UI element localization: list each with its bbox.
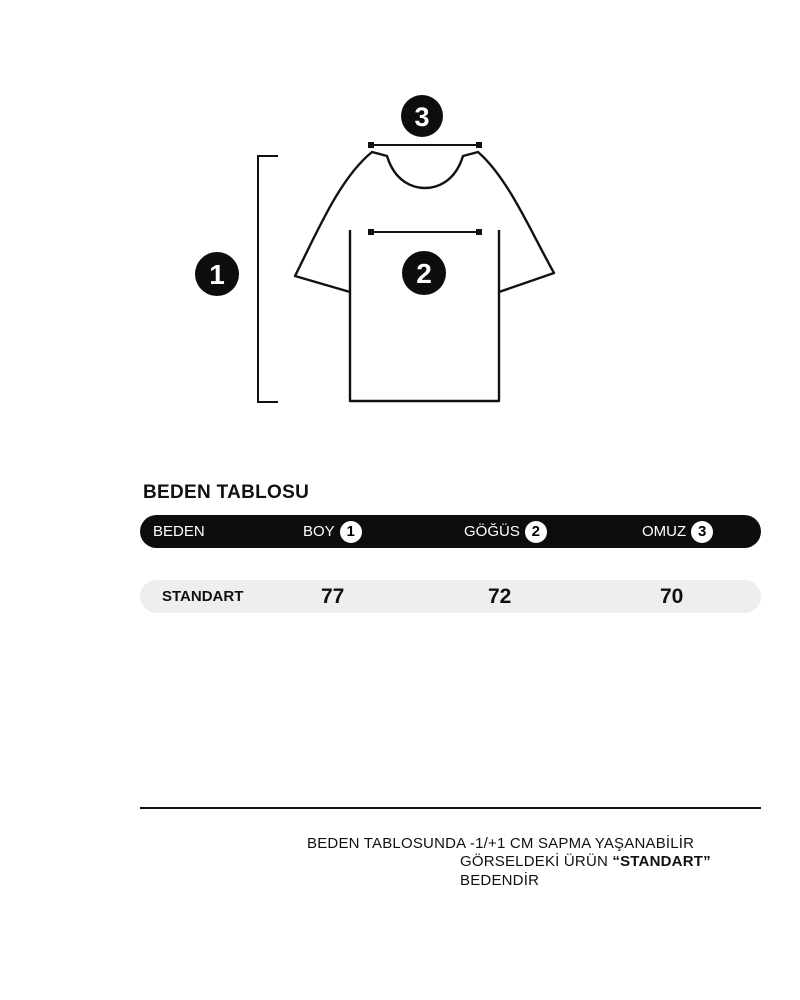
note-line-2: GÖRSELDEKİ ÜRÜN “STANDART” [460,853,711,870]
size-table-title: BEDEN TABLOSU [143,482,310,503]
table-row [140,580,761,613]
row-value-gogus: 72 [488,584,512,608]
marker-1 [195,252,239,296]
row-size-label: STANDART [162,588,244,605]
svg-text:2: 2 [416,258,432,289]
divider-line [140,807,761,809]
header-beden: BEDEN [153,523,205,540]
header-omuz: OMUZ 3 [642,515,713,548]
header-badge-2: 2 [525,521,547,543]
svg-text:3: 3 [414,102,430,132]
svg-text:1: 1 [209,259,225,290]
marker-3 [401,95,443,137]
header-badge-3: 3 [691,521,713,543]
header-badge-1: 1 [340,521,362,543]
header-gogus: GÖĞÜS 2 [464,515,547,548]
row-value-boy: 77 [321,584,345,608]
header-boy: BOY 1 [303,515,362,548]
tshirt-measurement-diagram [0,0,800,430]
row-value-omuz: 70 [660,584,684,608]
note-line-1: BEDEN TABLOSUNDA -1/+1 CM SAPMA YAŞANABİLİR [307,835,695,852]
size-table-header [140,515,761,548]
height-bracket [258,156,278,402]
note-line-3: BEDENDİR [460,872,540,889]
marker-2 [402,251,446,295]
